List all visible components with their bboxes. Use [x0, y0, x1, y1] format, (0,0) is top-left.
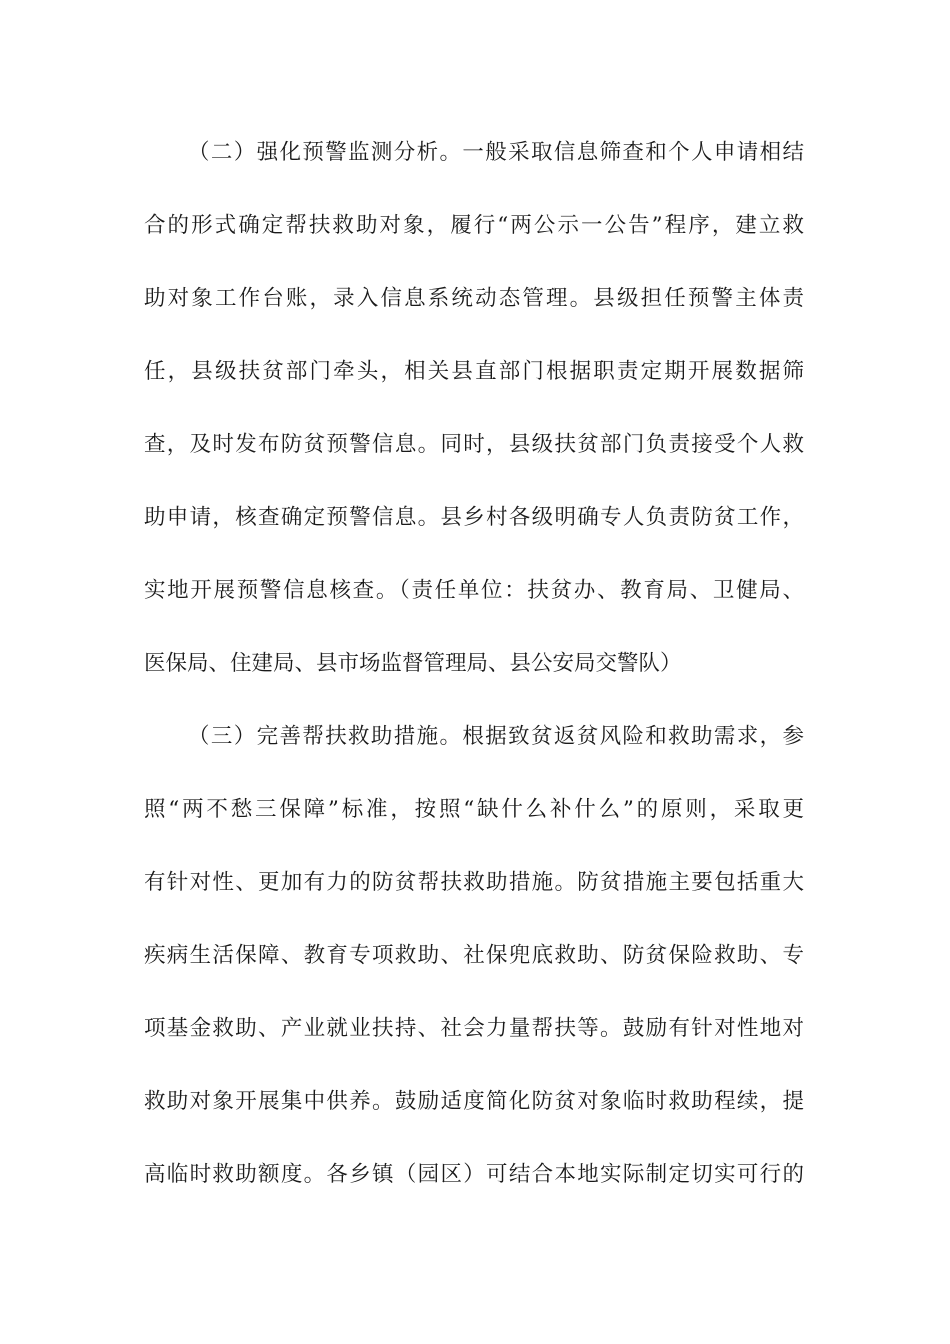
paragraph-2-line-2: 合的形式确定帮扶救助对象，履行“两公示一公告”程序，建立救	[144, 213, 804, 238]
paragraph-2-line-6: 助申请，核查确定预警信息。县乡村各级明确专人负责防贫工作，	[144, 505, 804, 530]
paragraph-2-line-1: （二）强化预警监测分析。一般采取信息筛查和个人申请相结	[188, 140, 804, 165]
paragraph-3-line-3: 有针对性、更加有力的防贫帮扶救助措施。防贫措施主要包括重大	[144, 870, 804, 895]
paragraph-2-line-8: 医保局、住建局、县市场监督管理局、县公安局交警队）	[144, 651, 682, 676]
paragraph-3-line-7: 高临时救助额度。各乡镇（园区）可结合本地实际制定切实可行的	[144, 1162, 804, 1187]
paragraph-2-line-7: 实地开展预警信息核查。（责任单位：扶贫办、教育局、卫健局、	[144, 578, 804, 603]
paragraph-3-line-2: 照“两不愁三保障”标准，按照“缺什么补什么”的原则，采取更	[144, 797, 804, 822]
paragraph-2-line-3: 助对象工作台账，录入信息系统动态管理。县级担任预警主体责	[144, 286, 804, 311]
paragraph-3-line-5: 项基金救助、产业就业扶持、社会力量帮扶等。鼓励有针对性地对	[144, 1016, 804, 1041]
paragraph-2-line-5: 查，及时发布防贫预警信息。同时，县级扶贫部门负责接受个人救	[144, 432, 804, 457]
paragraph-2-line-4: 任，县级扶贫部门牵头，相关县直部门根据职责定期开展数据筛	[144, 359, 804, 384]
paragraph-3-line-6: 救助对象开展集中供养。鼓励适度简化防贫对象临时救助程续，提	[144, 1089, 804, 1114]
paragraph-3-line-4: 疾病生活保障、教育专项救助、社保兜底救助、防贫保险救助、专	[144, 943, 804, 968]
paragraph-3-line-1: （三）完善帮扶救助措施。根据致贫返贫风险和救助需求，参	[188, 724, 804, 749]
